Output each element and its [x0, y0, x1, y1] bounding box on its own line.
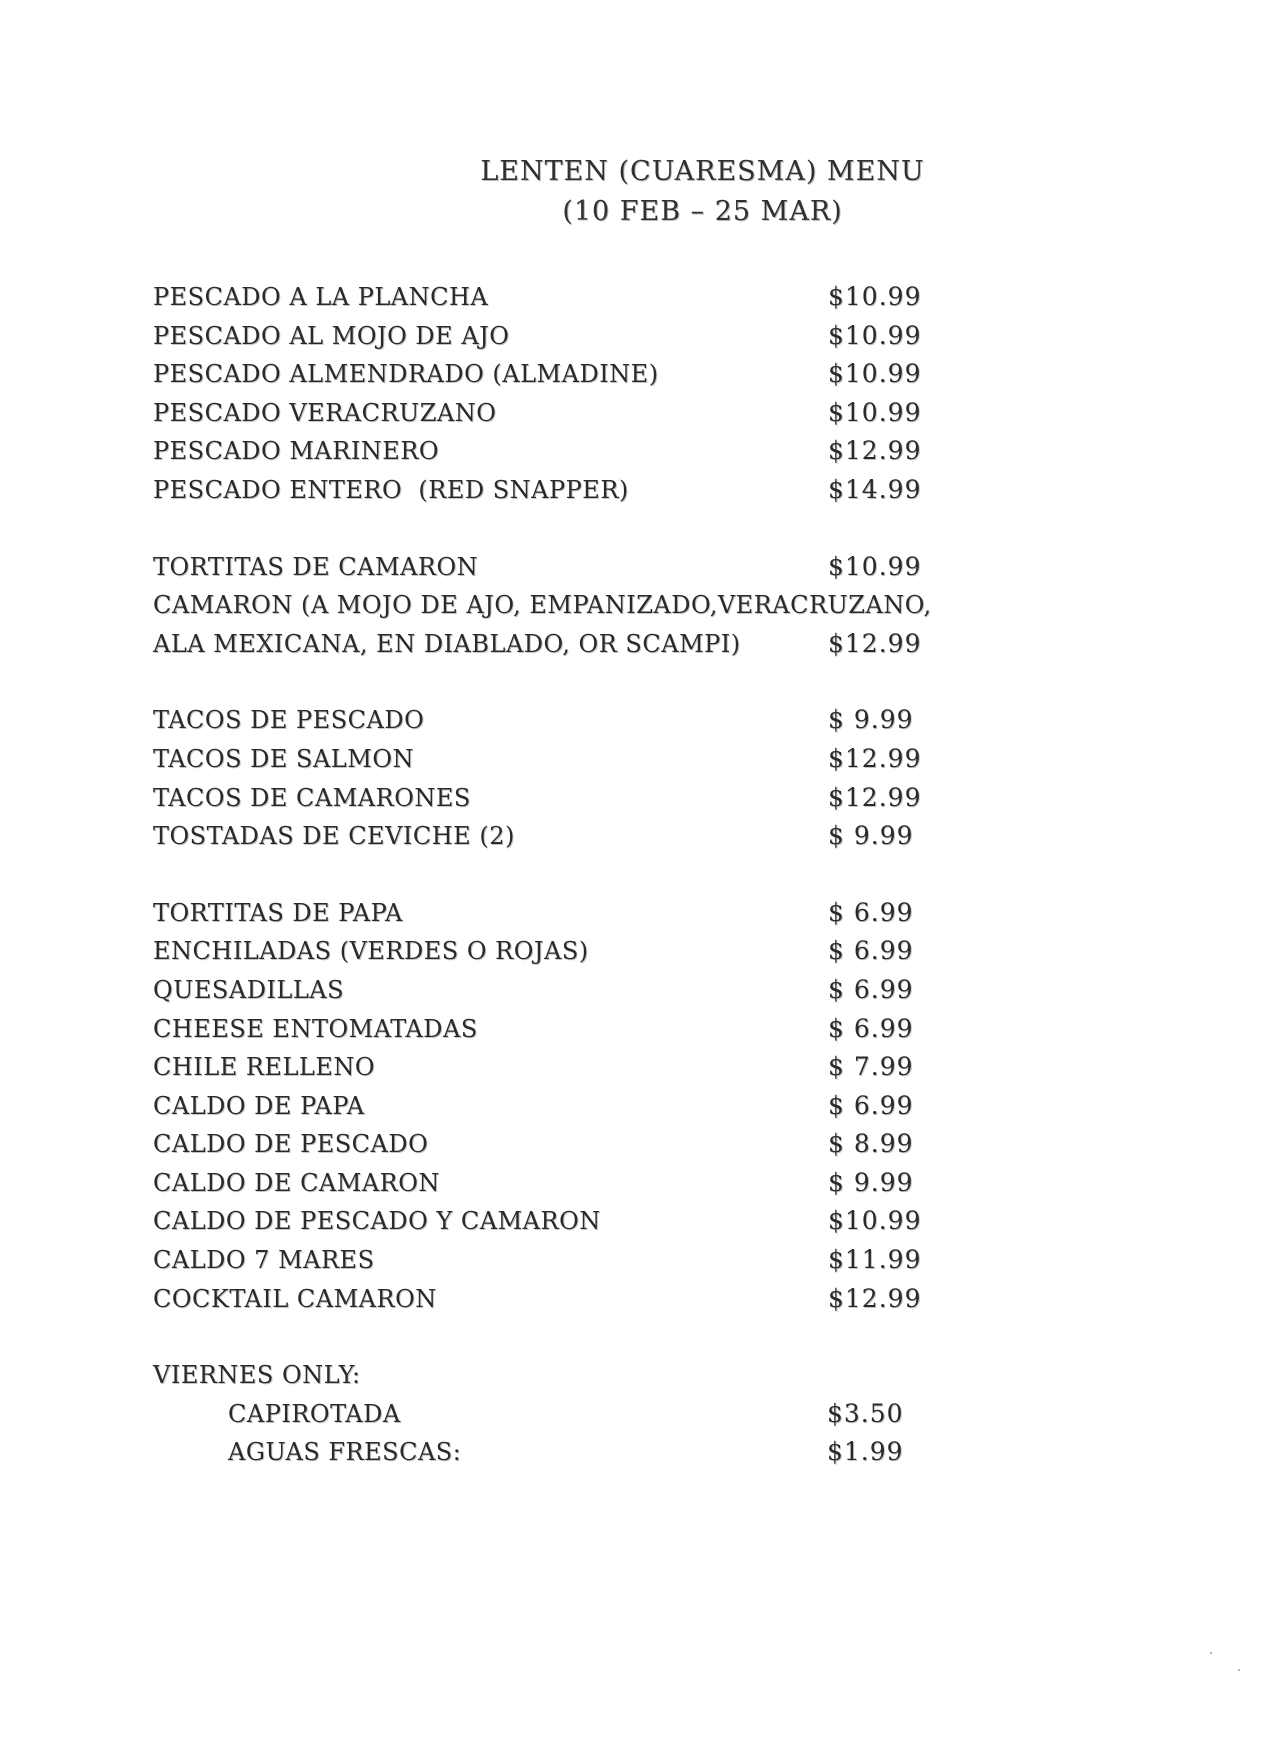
item-price: $ 7.99 — [828, 1052, 914, 1082]
menu-item — [153, 971, 953, 1010]
item-name: PESCADO ALMENDRADO (ALMADINE) — [153, 360, 659, 389]
menu-item — [153, 355, 953, 394]
item-name: PESCADO MARINERO — [153, 437, 440, 466]
item-name: CALDO DE CAMARON — [153, 1168, 440, 1197]
item-name: TACOS DE PESCADO — [153, 706, 425, 735]
menu-item — [153, 1087, 953, 1126]
menu-item — [153, 625, 953, 664]
item-name: TORTITAS DE PAPA — [153, 898, 403, 927]
menu-item — [153, 432, 953, 471]
menu-item — [153, 317, 953, 356]
item-price: $ 8.99 — [828, 1129, 914, 1159]
menu-item — [153, 471, 953, 510]
item-name: CAMARON (A MOJO DE AJO, EMPANIZADO,VERACRUZANO, — [153, 591, 932, 620]
menu-item — [153, 740, 953, 779]
menu-item — [153, 1010, 953, 1049]
item-name: TACOS DE CAMARONES — [153, 783, 471, 812]
item-price: $11.99 — [828, 1245, 922, 1275]
item-price: $14.99 — [828, 474, 922, 504]
item-name: ENCHILADAS (VERDES O ROJAS) — [153, 937, 589, 966]
title-line-1: LENTEN (CUARESMA) MENU — [480, 156, 925, 187]
menu-list — [153, 278, 953, 1510]
menu-title — [0, 152, 1275, 232]
item-price: $3.50 — [827, 1398, 904, 1428]
item-name: AGUAS FRESCAS: — [228, 1438, 462, 1467]
item-name: TOSTADAS DE CEVICHE (2) — [153, 822, 515, 851]
item-price: $ 9.99 — [828, 821, 914, 851]
menu-item — [153, 1241, 953, 1280]
item-price: $10.99 — [828, 397, 922, 427]
item-price: $10.99 — [828, 1206, 922, 1236]
item-name: PESCADO ENTERO (RED SNAPPER) — [153, 475, 629, 504]
item-name: PESCADO VERACRUZANO — [153, 398, 497, 427]
menu-item — [153, 1433, 953, 1472]
item-price: $ 6.99 — [828, 1090, 914, 1120]
item-price: $ 9.99 — [828, 1167, 914, 1197]
item-name: CHEESE ENTOMATADAS — [153, 1014, 478, 1043]
menu-item — [153, 1125, 953, 1164]
menu-item — [153, 1164, 953, 1203]
menu-item — [153, 278, 953, 317]
item-price: $ 6.99 — [828, 936, 914, 966]
item-price: $12.99 — [828, 782, 922, 812]
item-name: CALDO DE PESCADO Y CAMARON — [153, 1207, 601, 1236]
menu-item — [153, 1395, 953, 1434]
item-price: $ 6.99 — [828, 1013, 914, 1043]
menu-section-camaron — [153, 548, 953, 664]
item-name: TACOS DE SALMON — [153, 744, 414, 773]
menu-item — [153, 894, 953, 933]
menu-section-tacos — [153, 701, 953, 855]
item-price: $ 9.99 — [828, 705, 914, 735]
title-line-2: (10 FEB – 25 MAR) — [562, 196, 843, 227]
menu-section-viernes — [153, 1356, 953, 1472]
item-name: QUESADILLAS — [153, 975, 345, 1004]
item-name: COCKTAIL CAMARON — [153, 1284, 437, 1313]
item-price: $12.99 — [828, 436, 922, 466]
item-price: $ 6.99 — [828, 897, 914, 927]
item-name: ALA MEXICANA, EN DIABLADO, OR SCAMPI) — [153, 629, 741, 658]
scan-speck — [1210, 1652, 1212, 1654]
friday-heading: VIERNES ONLY: — [153, 1361, 361, 1390]
item-name: PESCADO AL MOJO DE AJO — [153, 321, 510, 350]
item-name: CAPIROTADA — [228, 1399, 401, 1428]
menu-item — [153, 548, 953, 587]
item-name: CALDO DE PAPA — [153, 1091, 365, 1120]
menu-item — [153, 1280, 953, 1319]
menu-item — [153, 1048, 953, 1087]
item-price: $10.99 — [828, 551, 922, 581]
scan-speck — [1238, 1669, 1240, 1671]
item-price: $12.99 — [828, 1283, 922, 1313]
item-price: $10.99 — [828, 320, 922, 350]
menu-item — [153, 394, 953, 433]
menu-section-pescado — [153, 278, 953, 510]
item-name: TORTITAS DE CAMARON — [153, 552, 479, 581]
item-name: CALDO 7 MARES — [153, 1246, 375, 1275]
menu-item — [153, 817, 953, 856]
item-price: $ 6.99 — [828, 974, 914, 1004]
item-name: CALDO DE PESCADO — [153, 1130, 429, 1159]
item-price: $12.99 — [828, 743, 922, 773]
menu-section-varios — [153, 894, 953, 1319]
menu-item — [153, 932, 953, 971]
item-name: PESCADO A LA PLANCHA — [153, 283, 489, 311]
item-price: $12.99 — [828, 628, 922, 658]
menu-item — [153, 1202, 953, 1241]
item-price: $10.99 — [828, 282, 922, 311]
menu-item — [153, 779, 953, 818]
item-price: $10.99 — [828, 359, 922, 389]
item-name: CHILE RELLENO — [153, 1053, 376, 1082]
friday-heading-row — [153, 1356, 953, 1395]
item-price: $1.99 — [827, 1437, 904, 1467]
menu-item — [153, 701, 953, 740]
menu-item — [153, 586, 953, 625]
